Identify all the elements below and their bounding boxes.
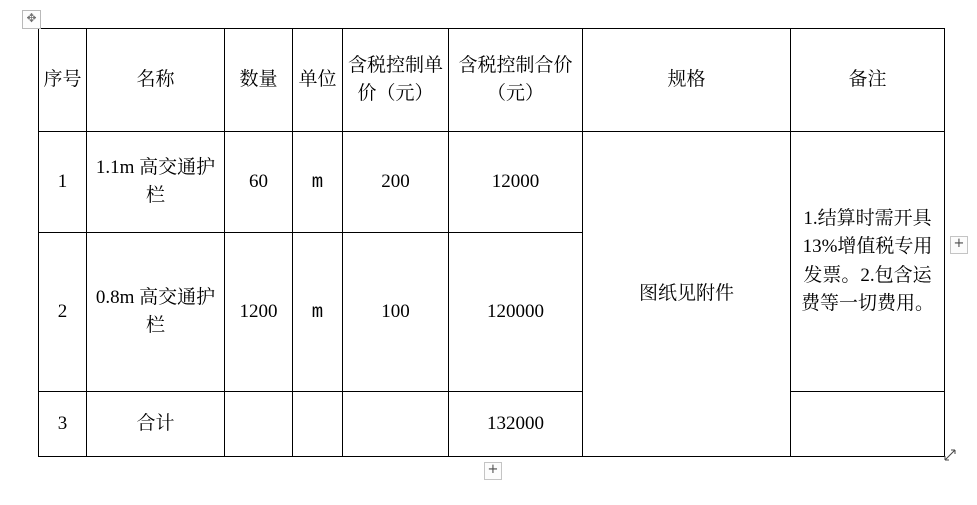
- column-header-total-price: 含税控制合价（元）: [449, 29, 583, 132]
- cell-unit-price-3: [343, 392, 449, 457]
- cell-name-3: 合计: [87, 392, 225, 457]
- cell-seq-2: 2: [39, 233, 87, 392]
- cell-remark-3: [791, 392, 945, 457]
- cell-quantity-3: [225, 392, 293, 457]
- add-row-button[interactable]: +: [484, 462, 502, 480]
- column-header-spec: 规格: [583, 29, 791, 132]
- column-header-quantity: 数量: [225, 29, 293, 132]
- cell-remark-merged: 1.结算时需开具13%增值税专用发票。2.包含运费等一切费用。: [791, 132, 945, 392]
- cell-total-price-2: 120000: [449, 233, 583, 392]
- table-row: [39, 132, 945, 233]
- add-column-button[interactable]: +: [950, 236, 968, 254]
- cell-unit-price-1: 200: [343, 132, 449, 233]
- cell-total-price-1: 12000: [449, 132, 583, 233]
- column-header-name: 名称: [87, 29, 225, 132]
- column-header-unit: 单位: [293, 29, 343, 132]
- cell-quantity-2: 1200: [225, 233, 293, 392]
- table-row: [39, 392, 945, 457]
- column-header-unit-price: 含税控制单价（元）: [343, 29, 449, 132]
- cell-unit-price-2: 100: [343, 233, 449, 392]
- cell-name-1: 1.1m 高交通护栏: [87, 132, 225, 233]
- table-header-row: [39, 29, 945, 132]
- cell-unit-2: m: [293, 233, 343, 392]
- cell-unit-1: m: [293, 132, 343, 233]
- cell-seq-1: 1: [39, 132, 87, 233]
- quotation-table: [38, 28, 945, 457]
- cell-unit-3: [293, 392, 343, 457]
- cell-total-price-3: 132000: [449, 392, 583, 457]
- table-move-handle-icon[interactable]: ✥: [22, 10, 41, 29]
- cell-quantity-1: 60: [225, 132, 293, 233]
- column-header-seq: 序号: [39, 29, 87, 132]
- cell-spec-merged: 图纸见附件: [583, 132, 791, 457]
- cell-name-2: 0.8m 高交通护栏: [87, 233, 225, 392]
- table-resize-handle-icon[interactable]: [944, 449, 956, 461]
- cell-seq-3: 3: [39, 392, 87, 457]
- column-header-remark: 备注: [791, 29, 945, 132]
